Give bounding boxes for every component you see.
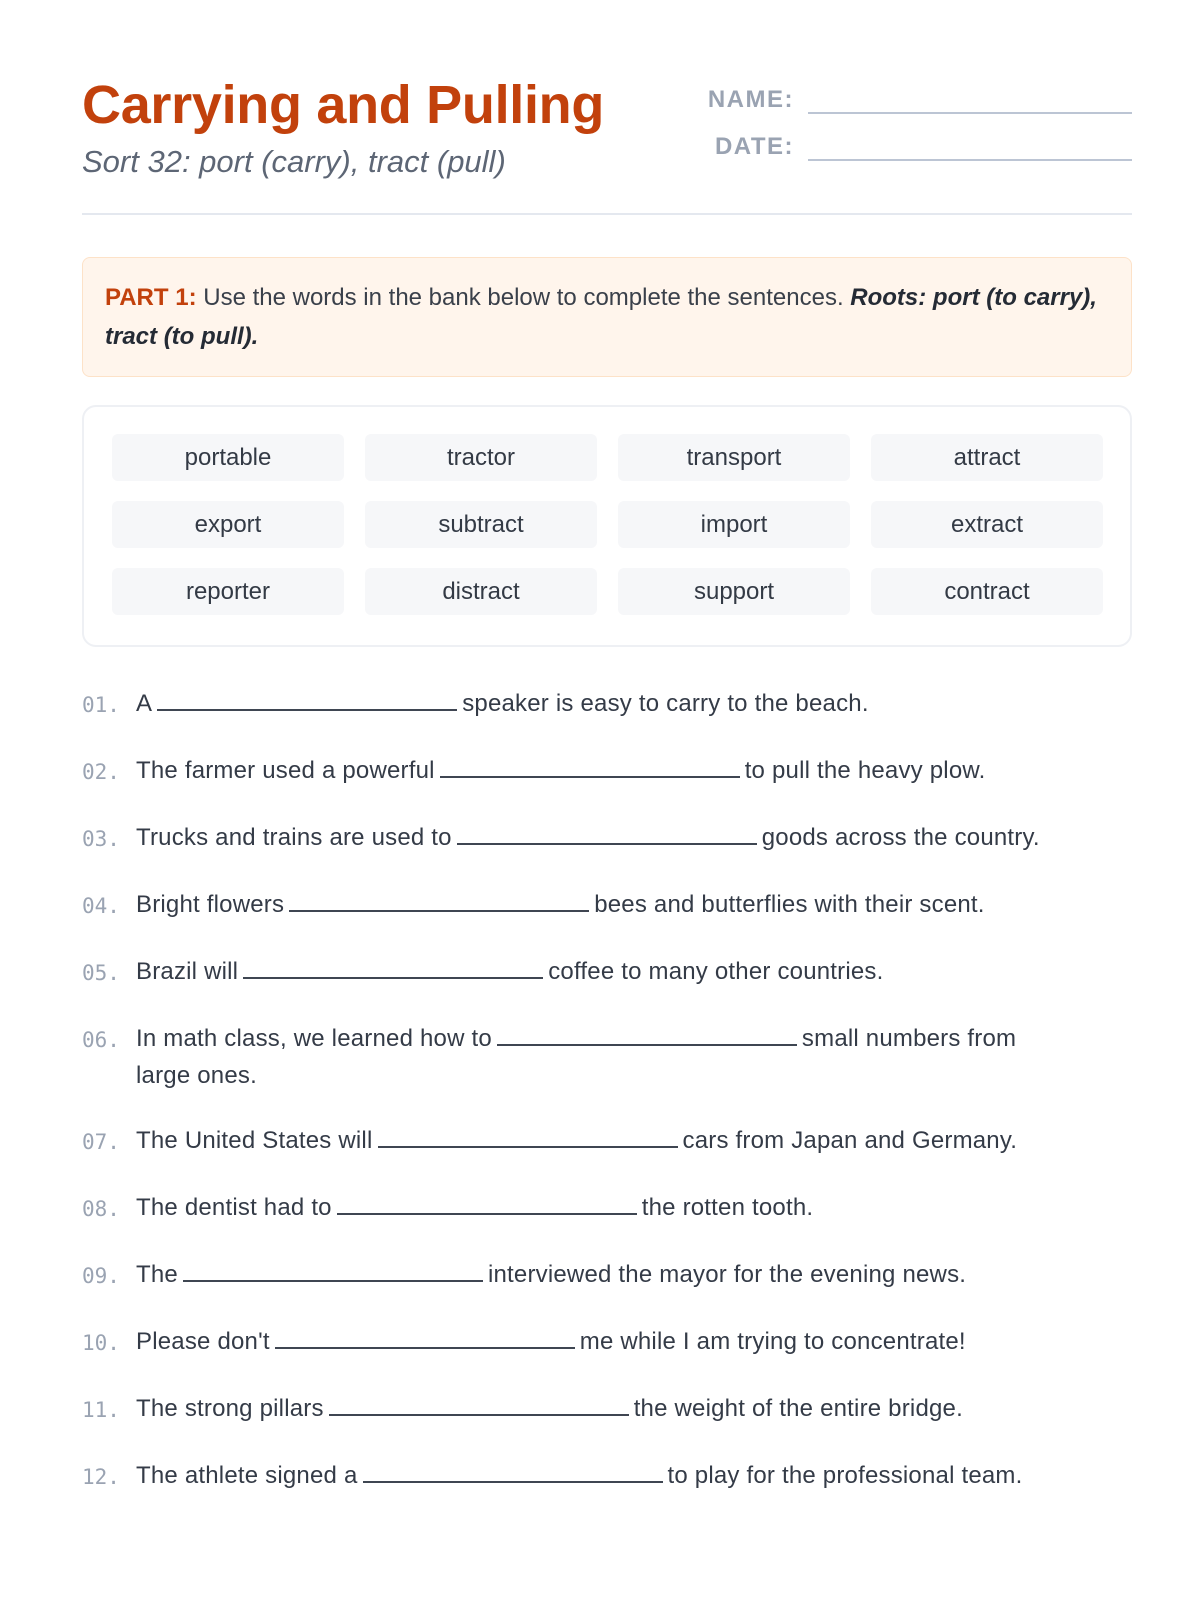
- name-line[interactable]: [808, 112, 1132, 114]
- question-number: 10.: [82, 1331, 120, 1355]
- question-number: 05.: [82, 961, 120, 985]
- answer-blank[interactable]: [337, 1191, 637, 1215]
- date-field[interactable]: [690, 129, 1132, 169]
- worksheet-page: [82, 0, 1132, 1600]
- question-after: goods across the country.: [761, 824, 1040, 851]
- question-before: Trucks and trains are used to: [136, 824, 452, 851]
- question-number: 02.: [82, 760, 120, 784]
- question-text: [136, 1390, 1116, 1427]
- answer-blank[interactable]: [378, 1124, 678, 1148]
- name-label: NAME:: [707, 86, 794, 113]
- question-after: small numbers from large ones.: [136, 1025, 1017, 1089]
- question-number: 08.: [82, 1197, 120, 1221]
- question-before: The: [136, 1261, 178, 1288]
- word-chip: portable: [112, 434, 344, 481]
- answer-blank[interactable]: [183, 1258, 483, 1282]
- question-after: to pull the heavy plow.: [744, 757, 986, 784]
- instructions-box: [82, 257, 1132, 377]
- question-number: 07.: [82, 1130, 120, 1154]
- question-after: to play for the professional team.: [667, 1462, 1023, 1489]
- question-text: [136, 953, 1116, 990]
- date-label: DATE:: [714, 133, 794, 160]
- name-field[interactable]: [690, 82, 1132, 122]
- question-before: The dentist had to: [136, 1194, 332, 1221]
- question-number: 11.: [82, 1398, 120, 1422]
- word-chip: contract: [871, 568, 1103, 615]
- roots-text: Roots: port (to carry), tract (to pull).: [105, 284, 1097, 350]
- question-after: coffee to many other countries.: [548, 958, 884, 985]
- word-chip: support: [618, 568, 850, 615]
- worksheet-header: [82, 74, 1132, 214]
- word-chip: distract: [365, 568, 597, 615]
- word-chip: extract: [871, 501, 1103, 548]
- answer-blank[interactable]: [440, 754, 740, 778]
- word-chip: reporter: [112, 568, 344, 615]
- question-text: [136, 886, 1116, 923]
- question-text: [136, 1457, 1116, 1494]
- question-after: me while I am trying to concentrate!: [579, 1328, 966, 1355]
- question-text: [136, 685, 1116, 722]
- date-line[interactable]: [808, 159, 1132, 161]
- answer-blank[interactable]: [289, 888, 589, 912]
- word-chip: tractor: [365, 434, 597, 481]
- answer-blank[interactable]: [457, 821, 757, 845]
- question-before: Please don't: [136, 1328, 270, 1355]
- question-before: The strong pillars: [136, 1395, 324, 1422]
- word-chip: import: [618, 501, 850, 548]
- answer-blank[interactable]: [363, 1459, 663, 1483]
- question-before: The farmer used a powerful: [136, 757, 435, 784]
- question-text: [136, 819, 1116, 856]
- answer-blank[interactable]: [157, 687, 457, 711]
- question-number: 04.: [82, 894, 120, 918]
- question-before: The athlete signed a: [136, 1462, 358, 1489]
- page-title: Carrying and Pulling: [82, 75, 605, 135]
- answer-blank[interactable]: [243, 955, 543, 979]
- word-chip: attract: [871, 434, 1103, 481]
- question-number: 01.: [82, 693, 120, 717]
- page-subtitle: Sort 32: port (carry), tract (pull): [82, 144, 506, 179]
- question-before: Bright flowers: [136, 891, 285, 918]
- question-number: 09.: [82, 1264, 120, 1288]
- question-text: [136, 1020, 1066, 1094]
- question-after: speaker is easy to carry to the beach.: [462, 690, 869, 717]
- question-text: [136, 1323, 1116, 1360]
- question-text: [136, 1122, 1116, 1159]
- part-label: PART 1:: [105, 284, 197, 311]
- question-text: [136, 1189, 1116, 1226]
- instructions-text: Use the words in the bank below to complete the sentences.: [203, 284, 844, 311]
- word-chip: transport: [618, 434, 850, 481]
- question-after: the weight of the entire bridge.: [633, 1395, 963, 1422]
- question-number: 03.: [82, 827, 120, 851]
- question-before: In math class, we learned how to: [136, 1025, 492, 1052]
- question-before: A: [136, 690, 153, 717]
- answer-blank[interactable]: [275, 1325, 575, 1349]
- question-text: [136, 752, 1116, 789]
- question-number: 06.: [82, 1028, 120, 1052]
- answer-blank[interactable]: [497, 1022, 797, 1046]
- answer-blank[interactable]: [329, 1392, 629, 1416]
- word-bank: [82, 405, 1132, 647]
- question-after: interviewed the mayor for the evening news.: [487, 1261, 967, 1288]
- header-divider: [82, 213, 1132, 215]
- question-before: Brazil will: [136, 958, 239, 985]
- question-after: the rotten tooth.: [641, 1194, 814, 1221]
- question-after: bees and butterflies with their scent.: [594, 891, 985, 918]
- question-before: The United States will: [136, 1127, 373, 1154]
- question-text: [136, 1256, 1116, 1293]
- word-chip: subtract: [365, 501, 597, 548]
- question-after: cars from Japan and Germany.: [682, 1127, 1018, 1154]
- word-chip: export: [112, 501, 344, 548]
- question-number: 12.: [82, 1465, 120, 1489]
